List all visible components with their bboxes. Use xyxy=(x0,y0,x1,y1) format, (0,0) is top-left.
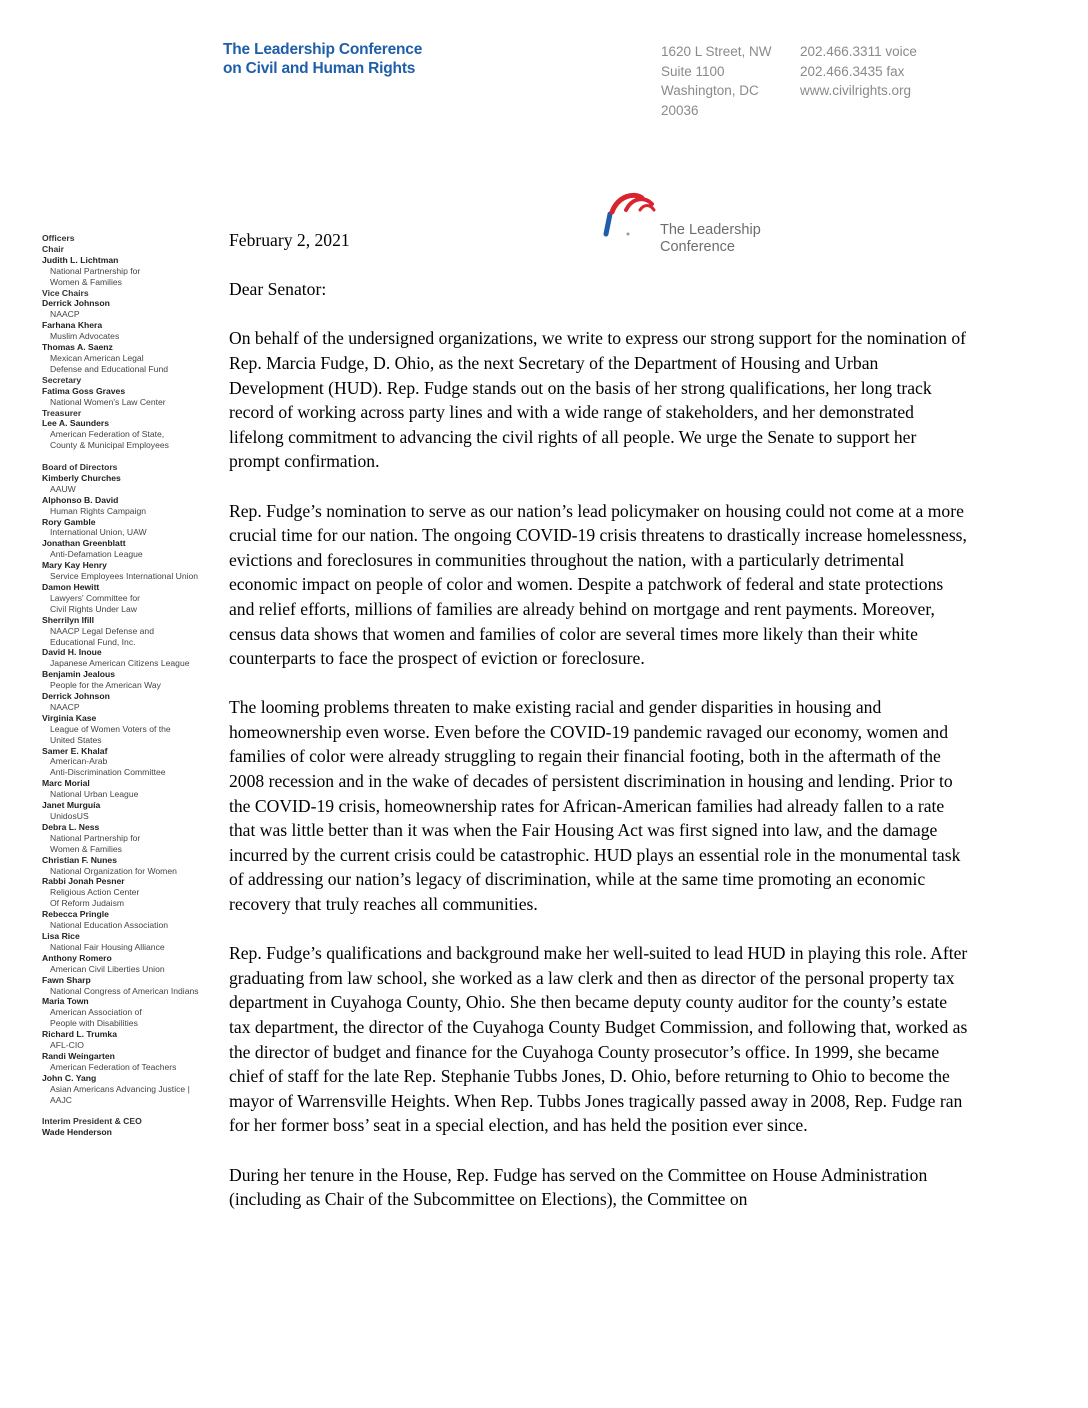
sidebar-person-name: Lisa Rice xyxy=(42,930,80,941)
sidebar-person-org: Human Rights Campaign xyxy=(50,505,147,516)
sidebar-person-name: Damon Hewitt xyxy=(42,581,100,592)
sidebar-person-org: NAACP Legal Defense and xyxy=(50,625,154,636)
sidebar-person-name: Farhana Khera xyxy=(42,320,103,331)
sidebar-person-org: National Urban League xyxy=(50,789,139,800)
sidebar-person-name: Lee A. Saunders xyxy=(42,418,110,429)
letter-paragraph: During her tenure in the House, Rep. Fudge has served on the Committee on House Administration (including as Chair of the Subcommittee on Elections), the Committee on xyxy=(229,1164,928,1210)
officers-sidebar xyxy=(42,233,217,1138)
sidebar-person-name: Maria Town xyxy=(42,996,89,1007)
sidebar-person-org: Defense and Educational Fund xyxy=(50,363,169,374)
sidebar-person-name: Christian F. Nunes xyxy=(42,854,117,865)
sidebar-person-org: Religious Action Center xyxy=(50,887,140,898)
treasurer-heading: Treasurer xyxy=(42,407,82,418)
sidebar-person-org: AFL-CIO xyxy=(50,1040,84,1051)
sidebar-person-org: League of Women Voters of the xyxy=(50,723,171,734)
letterhead-contact xyxy=(800,42,917,101)
sidebar-person-name: Rory Gamble xyxy=(42,516,96,527)
sidebar-person-org: Civil Rights Under Law xyxy=(50,603,137,614)
sidebar-person-name: Thomas A. Saenz xyxy=(42,342,113,353)
sidebar-person-org: Lawyers' Committee for xyxy=(50,592,140,603)
sidebar-group-board xyxy=(42,473,217,1106)
sidebar-person-name: Alphonso B. David xyxy=(42,494,119,505)
sidebar-person-org: Muslim Advocates xyxy=(50,331,120,342)
sidebar-person-name: Richard L. Trumka xyxy=(42,1029,117,1040)
org-name-line-1: The Leadership Conference xyxy=(223,41,423,58)
sidebar-person-name: Virginia Kase xyxy=(42,712,97,723)
sidebar-person-name: Sherrilyn Ifill xyxy=(42,614,95,625)
sidebar-person-org: International Union, UAW xyxy=(50,527,147,538)
sidebar-person-name: Anthony Romero xyxy=(42,952,112,963)
letterhead-org-name xyxy=(223,40,422,78)
sidebar-person-org: United States xyxy=(50,734,102,745)
logo-text-line-2: Conference xyxy=(660,239,735,255)
sidebar-person-name: Derrick Johnson xyxy=(42,691,110,702)
sidebar-person-org: Japanese American Citizens League xyxy=(50,658,190,669)
address-line: 1620 L Street, NW xyxy=(661,44,772,59)
sidebar-group-chair xyxy=(42,255,217,288)
letter-salutation: Dear Senator: xyxy=(229,279,327,300)
ceo-name: Wade Henderson xyxy=(42,1127,112,1138)
sidebar-group-treasurer xyxy=(42,418,217,451)
sidebar-person-org: AAUW xyxy=(50,483,76,494)
sidebar-person-org: National Congress of American Indians xyxy=(50,985,199,996)
letter-date: February 2, 2021 xyxy=(229,230,350,250)
sidebar-person-org: American Civil Liberties Union xyxy=(50,963,165,974)
phone-voice: 202.466.3311 voice xyxy=(800,44,917,59)
address-line: 20036 xyxy=(661,102,699,118)
secretary-heading: Secretary xyxy=(42,374,82,385)
sidebar-person-org: National Partnership for xyxy=(50,832,141,843)
sidebar-person-org: National Partnership for xyxy=(50,265,141,276)
sidebar-person-name: Mary Kay Henry xyxy=(42,560,107,571)
sidebar-person-org: Asian Americans Advancing Justice | xyxy=(50,1083,190,1094)
letterhead-address xyxy=(661,42,772,120)
letter-paragraph: Rep. Fudge’s qualifications and background make her well-suited to lead HUD in playing this role. After graduating from law school, she worked as a law clerk and then as director of the personal property tax department in Cuyahoga County, Ohio. She then became deputy county auditor for the county’s estate tax department, the director of the Cuyahoga County Budget Commission, and following that, worked as the director of budget and finance for the Cuyahoga County prosecutor’s office. In 1999, she became chief of staff for the late Rep. Stephanie Tubbs Jones, D. Ohio, before returning to Ohio to become the mayor of Warrensville Heights. When Rep. Tubbs Jones tragically passed away in 2008, Rep. Fudge ran for her former boss’ seat in a special election, and has held the position ever since. xyxy=(229,943,968,1136)
sidebar-person-name: Rebecca Pringle xyxy=(42,909,109,920)
sidebar-group-secretary xyxy=(42,386,217,408)
sidebar-person-name: Kimberly Churches xyxy=(42,472,121,483)
phone-fax: 202.466.3435 fax xyxy=(800,63,905,79)
sidebar-person-org: American-Arab xyxy=(50,756,108,767)
sidebar-person-name: Rabbi Jonah Pesner xyxy=(42,876,125,887)
sidebar-person-name: David H. Inoue xyxy=(42,647,102,658)
sidebar-person-org: Anti-Discrimination Committee xyxy=(50,767,166,778)
sidebar-person-org: Educational Fund, Inc. xyxy=(50,636,136,647)
sidebar-person-org: People for the American Way xyxy=(50,680,161,691)
sidebar-person-name: John C. Yang xyxy=(42,1072,97,1083)
sidebar-person-org: AAJC xyxy=(50,1094,72,1105)
letter-paragraph: The looming problems threaten to make existing racial and gender disparities in housing and homeownership even worse. Even before the COVID-19 pandemic ravaged our economy, women and families of color were already struggling to regain their financial footing, both in the aftermath of the 2008 recession and in the wake of decades of persistent discrimination in housing and lending. Prior to the COVID-19 crisis, homeownership rates for African-American families had already fallen to a rate that was little better than it was when the Fair Housing Act was first signed into law, and the damage incurred by the current crisis could be catastrophic. HUD plays an essential role in the monumental task of addressing our nation’s legacy of discrimination, while at the same time promoting an economic recovery that truly reaches all communities. xyxy=(229,697,961,915)
sidebar-person-org: Women & Families xyxy=(50,276,122,287)
sidebar-person-name: Jonathan Greenblatt xyxy=(42,538,126,549)
sidebar-person-org: Anti-Defamation League xyxy=(50,549,143,560)
sidebar-person-org: Service Employees International Union xyxy=(50,571,199,582)
sidebar-person-name: Debra L. Ness xyxy=(42,821,100,832)
website-link[interactable]: www.civilrights.org xyxy=(800,83,912,98)
sidebar-person-name: Samer E. Khalaf xyxy=(42,745,108,756)
letter-body xyxy=(229,228,969,1236)
sidebar-person-org: American Federation of Teachers xyxy=(50,1061,177,1072)
address-line: Washington, DC xyxy=(661,83,759,98)
sidebar-person-org: National Women's Law Center xyxy=(50,396,166,407)
chair-heading: Chair xyxy=(42,243,64,254)
logo-text-line-1: The Leadership xyxy=(660,222,761,238)
sidebar-person-name: Judith L. Lichtman xyxy=(42,254,119,265)
sidebar-person-org: National Organization for Women xyxy=(50,865,177,876)
letter-paragraph: Rep. Fudge’s nomination to serve as our nation’s lead policymaker on housing could not come at a more crucial time for our nation. The ongoing COVID-19 crisis threatens to drastically increase homelessness, evictions and foreclosures in communities throughout the nation, with a particularly detrimental economic impact on people of color and women. Despite a patchwork of federal and state protections and relief efforts, millions of families are already behind on mortgage and rent payments. Moreover, census data shows that women and families of color are several times more likely than their white counterparts to face the prospect of eviction or foreclosure. xyxy=(229,500,967,669)
sidebar-person-org: Mexican American Legal xyxy=(50,352,144,363)
sidebar-person-name: Randi Weingarten xyxy=(42,1050,115,1061)
sidebar-person-org: NAACP xyxy=(50,309,80,320)
org-name-line-2: on Civil and Human Rights xyxy=(223,60,416,77)
sidebar-person-org: People with Disabilities xyxy=(50,1018,138,1029)
sidebar-person-name: Fatima Goss Graves xyxy=(42,385,126,396)
sidebar-person-name: Marc Morial xyxy=(42,778,90,789)
sidebar-person-org: American Association of xyxy=(50,1007,142,1018)
sidebar-person-org: American Federation of State, xyxy=(50,429,165,440)
sidebar-group-vice-chairs xyxy=(42,298,217,374)
address-line: Suite 1100 xyxy=(661,63,725,79)
sidebar-person-name: Derrick Johnson xyxy=(42,298,110,309)
sidebar-person-org: Women & Families xyxy=(50,843,122,854)
sidebar-spacer xyxy=(42,1105,217,1116)
officers-heading: Officers xyxy=(42,233,75,243)
vice-chairs-heading: Vice Chairs xyxy=(42,287,89,298)
sidebar-person-org: National Fair Housing Alliance xyxy=(50,941,165,952)
sidebar-person-org: Of Reform Judaism xyxy=(50,898,125,909)
sidebar-spacer xyxy=(42,451,217,462)
ceo-heading: Interim President & CEO xyxy=(42,1116,142,1127)
board-heading: Board of Directors xyxy=(42,462,118,473)
sidebar-person-org: National Education Association xyxy=(50,920,169,931)
sidebar-person-name: Benjamin Jealous xyxy=(42,669,116,680)
letter-paragraph: On behalf of the undersigned organizations, we write to express our strong support for the nomination of Rep. Marcia Fudge, D. Ohio, as the next Secretary of the Department of Housing and Urban Development (HUD). Rep. Fudge stands out on the basis of her strong qualifications, her long track record of working across party lines and with a wide range of stakeholders, and her demonstrated lifelong commitment to advancing the civil rights of all people. We urge the Senate to support her prompt confirmation. xyxy=(229,328,966,472)
sidebar-person-name: Janet Murguía xyxy=(42,800,101,811)
sidebar-person-org: NAACP xyxy=(50,701,80,712)
sidebar-person-org: County & Municipal Employees xyxy=(50,440,169,451)
sidebar-person-name: Fawn Sharp xyxy=(42,974,91,985)
sidebar-person-org: UnidosUS xyxy=(50,811,89,822)
